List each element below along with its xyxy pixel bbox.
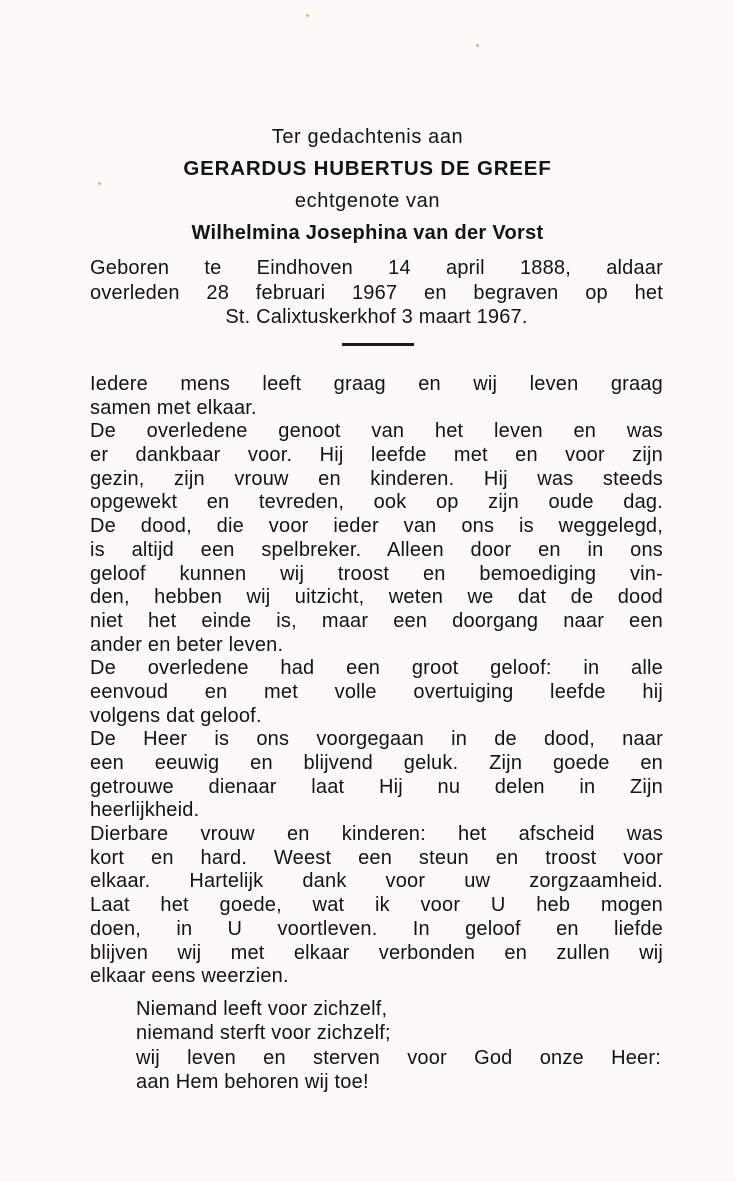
text-line: De dood, die voor ieder van ons is weggelegd, xyxy=(90,515,663,538)
text-line: Laat het goede, wat ik voor U heb mogen xyxy=(90,894,663,917)
verse-line: aan Hem behoren wij toe! xyxy=(136,1070,369,1093)
text-line: heerlijkheid. xyxy=(90,799,200,822)
text-line: Dierbare vrouw en kinderen: het afscheid was xyxy=(90,823,663,846)
verse-line: niemand sterft voor zichzelf; xyxy=(136,1022,391,1045)
paper-speck xyxy=(306,14,309,17)
text-line: De overledene genoot van het leven en was xyxy=(90,420,663,443)
text-line: gezin, zijn vrouw en kinderen. Hij was steeds xyxy=(90,467,663,490)
text-line: ander en beter leven. xyxy=(90,633,284,656)
verse-line: wij leven en sterven voor God onze Heer: xyxy=(136,1046,661,1069)
born-line: St. Calixtuskerkhof 3 maart 1967. xyxy=(225,306,528,328)
text-line: opgewekt en tevreden, ook op zijn oude dag. xyxy=(90,491,663,514)
text-line: Iedere mens leeft graag en wij leven graag xyxy=(90,373,663,395)
text-line: niet het einde is, maar een doorgang naar een xyxy=(90,609,663,632)
text-line: geloof kunnen wij troost en bemoediging vin- xyxy=(90,562,663,585)
born-line: overleden 28 februari 1967 en begraven op het xyxy=(90,281,663,304)
text-line: samen met elkaar. xyxy=(90,396,257,419)
text-line: elkaar eens weerzien. xyxy=(90,965,289,988)
text-line: blijven wij met elkaar verbonden en zullen wij xyxy=(90,941,663,964)
deceased-name: GERARDUS HUBERTUS DE GREEF xyxy=(183,157,552,180)
born-line: Geboren te Eindhoven 14 april 1888, aldaar xyxy=(90,257,663,279)
text-line: er dankbaar voor. Hij leefde met en voor zijn xyxy=(90,444,663,467)
paper-speck xyxy=(98,182,101,185)
birth-death-details xyxy=(90,256,663,330)
text-line: volgens dat geloof. xyxy=(90,704,262,727)
intro-text: Ter gedachtenis aan xyxy=(271,126,464,148)
memorial-text xyxy=(90,373,663,989)
closing-verse xyxy=(136,997,661,1094)
text-line: eenvoud en met volle overtuiging leefde hij xyxy=(90,680,663,703)
text-line: kort en hard. Weest een steun en troost voor xyxy=(90,846,663,869)
paper-speck xyxy=(476,44,479,47)
spouse-label: echtgenote van xyxy=(294,190,441,212)
text-line: doen, in U voortleven. In geloof en liefde xyxy=(90,917,663,940)
text-line: De overledene had een groot geloof: in alle xyxy=(90,657,663,680)
divider-rule xyxy=(342,343,414,346)
text-line: De Heer is ons voorgegaan in de dood, naar xyxy=(90,728,663,751)
text-line: elkaar. Hartelijk dank voor uw zorgzaamheid. xyxy=(90,870,663,893)
text-line: is altijd een spelbreker. Alleen door en in ons xyxy=(90,538,663,561)
text-line: den, hebben wij uitzicht, weten we dat de dood xyxy=(90,586,663,609)
verse-line: Niemand leeft voor zichzelf, xyxy=(136,998,388,1020)
text-line: getrouwe dienaar laat Hij nu delen in Zijn xyxy=(90,775,663,798)
spouse-name: Wilhelmina Josephina van der Vorst xyxy=(191,222,544,244)
text-line: een eeuwig en blijvend geluk. Zijn goede en xyxy=(90,752,663,774)
